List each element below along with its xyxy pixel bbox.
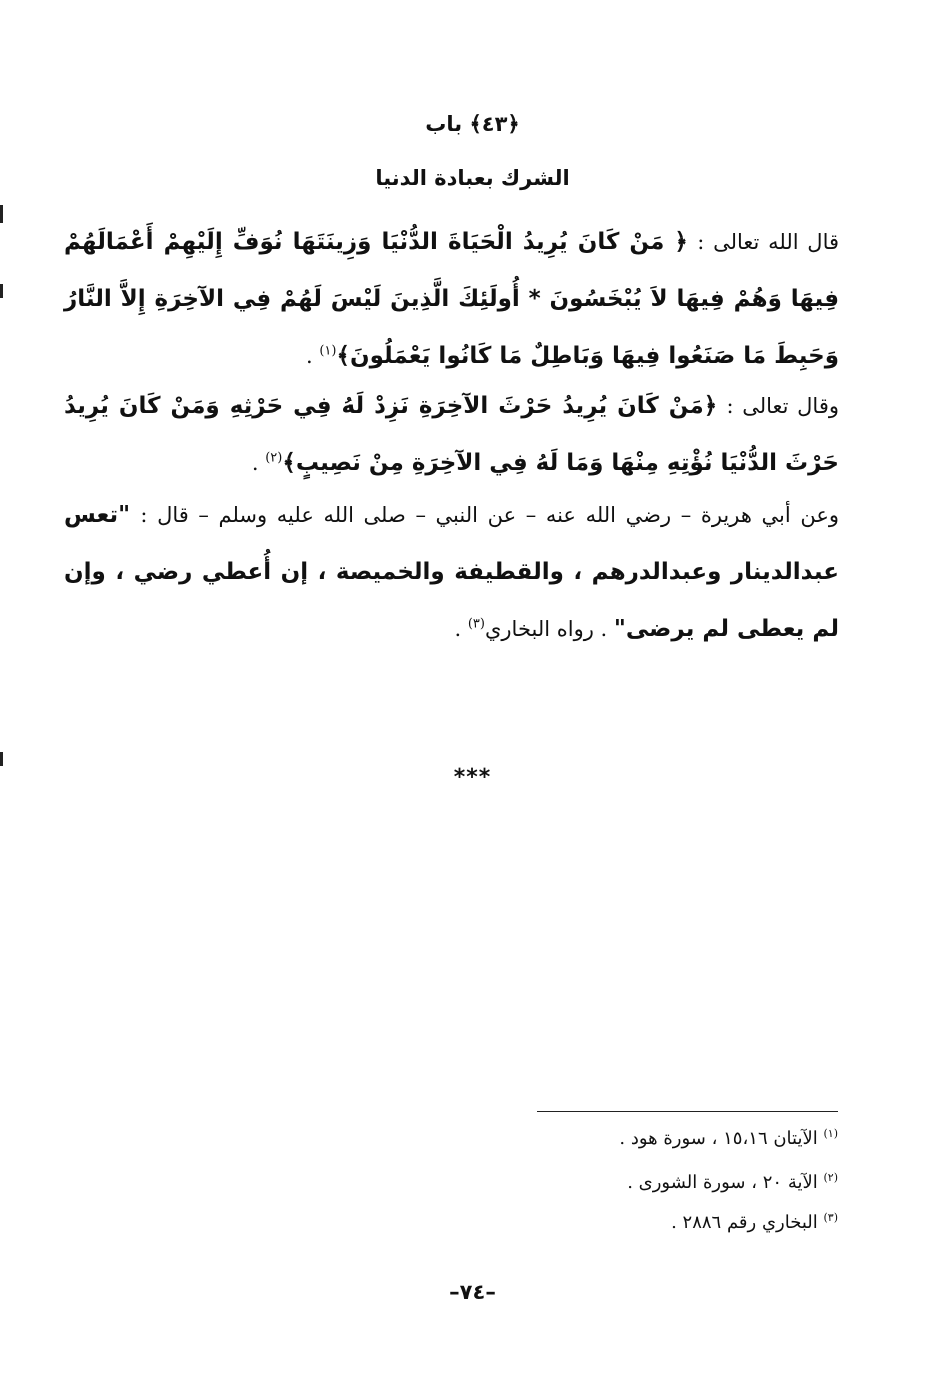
footnote-text: الآية ٢٠ ، سورة الشورى . [627, 1172, 818, 1193]
page-number: –٧٤– [449, 1280, 496, 1304]
paragraph-tail: . [305, 344, 320, 368]
footnote-divider [537, 1111, 838, 1112]
footnote-marker: (٢) [823, 1171, 838, 1184]
paragraph-quran-hud [64, 214, 839, 385]
footnote-reference: (٣) [467, 616, 485, 632]
hadith-text: "تعس عبدالدينار وعبدالدرهم ، والقطيفة والخميصة ، إن أُعطي رضي ، وإن لم يعطى لم يرضى" [64, 502, 839, 642]
quran-verse: ﴿ مَنْ كَانَ يُرِيدُ الْحَيَاةَ الدُّنْيَا وَزِينَتَهَا نُوَفِّ إِلَيْهِمْ أَعْمَالَهُمْ فِيهَا وَهُمْ فِيهَا لاَ يُبْخَسُونَ * أُولَئِكَ الَّذِينَ لَيْسَ لَهُمْ فِي الآخِرَةِ إِلاَّ النَّارُ وَحَبِطَ مَا صَنَعُوا فِيهَا وَبَاطِلٌ مَا كَانُوا يَعْمَلُونَ﴾ [64, 229, 839, 369]
chapter-title: الشرك بعبادة الدنيا [375, 166, 570, 190]
scan-edge-mark [0, 752, 3, 766]
footnote-reference: (١) [319, 343, 337, 359]
footnote-text: الآيتان ١٥،١٦ ، سورة هود . [619, 1128, 818, 1149]
scan-edge-mark [0, 205, 3, 223]
footnote-1 [619, 1128, 838, 1149]
footnote-marker: (٣) [823, 1211, 838, 1224]
footnote-marker: (١) [823, 1127, 838, 1140]
section-separator: *** [453, 765, 492, 790]
footnote-reference: (٢) [265, 450, 283, 466]
paragraph-intro: وعن أبي هريرة – رضي الله عنه – عن النبي – صلى الله عليه وسلم – قال : [140, 503, 840, 527]
paragraph-intro: وقال تعالى : [726, 394, 839, 418]
quran-verse: ﴿مَنْ كَانَ يُرِيدُ حَرْثَ الآخِرَةِ نَزِدْ لَهُ فِي حَرْثِهِ وَمَنْ كَانَ يُرِيدُ حَرْثَ الدُّنْيَا نُؤْتِهِ مِنْهَا وَمَا لَهُ فِي الآخِرَةِ مِنْ نَصِيبٍ﴾ [64, 393, 839, 476]
chapter-number: ﴿٤٣﴾ باب [425, 112, 520, 136]
paragraph-intro: قال الله تعالى : [697, 230, 840, 254]
paragraph-tail: . [251, 451, 266, 475]
paragraph-quran-shura [64, 378, 839, 492]
scan-edge-mark [0, 284, 3, 298]
paragraph-hadith [64, 487, 839, 658]
footnote-text: البخاري رقم ٢٨٨٦ . [671, 1212, 818, 1233]
footnote-2 [627, 1172, 838, 1193]
paragraph-tail: . [454, 617, 468, 641]
footnote-3 [671, 1212, 838, 1233]
hadith-source: . رواه البخاري [484, 617, 614, 641]
